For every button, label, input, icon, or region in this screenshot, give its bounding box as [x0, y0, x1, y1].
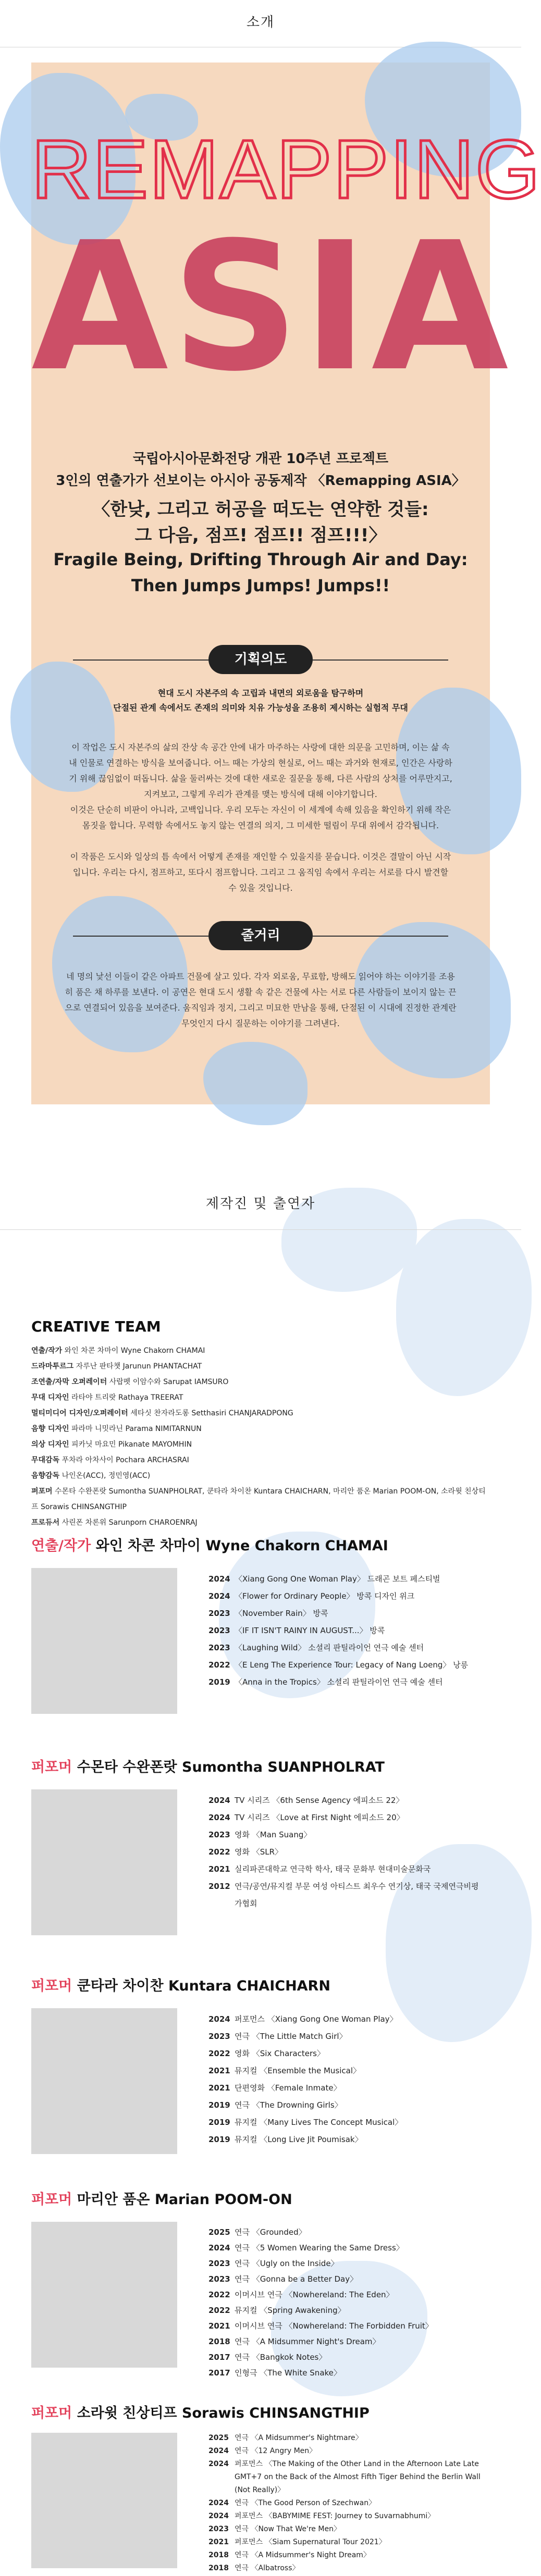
- person-works: [208, 2224, 490, 2381]
- crew-row: 연출/작가 와인 차콘 차마이 Wyne Chakorn CHAMAI: [31, 1347, 205, 1355]
- person-photo: [31, 2433, 177, 2568]
- work-item: 2023 연극 〈Gonna be a Better Day〉: [208, 2274, 358, 2284]
- poster-eng-title-2: Then Jumps Jumps! Jumps!!: [131, 576, 390, 595]
- person-heading: 퍼포머 마리안 품온 Marian POOM-ON: [31, 2192, 292, 2208]
- poster-title-asia: ASIA: [31, 204, 512, 410]
- intent-paragraph: 이것은 단순히 비판이 아니라, 고백입니다. 우리 모두는 자신이 이 세계에 속해 있음을 확인하기 위해 작은 몸짓을 합니다. 무력함 속에서도 놓지 않는 연결의 의지, 그 미세한 떨림이 무대 위에서 감각됩니다.: [70, 805, 451, 830]
- section-intro-title: 소개: [246, 15, 275, 30]
- work-item: 2023 연극 〈Now That We're Men〉: [208, 2525, 341, 2533]
- section-cast-header: [0, 1193, 521, 1212]
- work-item: 2018 연극 〈Albatross〉: [208, 2564, 300, 2572]
- section-cast-title: 제작진 및 출연자: [205, 1196, 316, 1212]
- work-item: 2024 퍼포먼스 〈Xiang Gong One Woman Play〉: [208, 2014, 398, 2024]
- poster: [31, 63, 541, 1104]
- work-item: 2024 〈Xiang Gong One Woman Play〉 드래곤 보트 페스티벌: [208, 1574, 440, 1584]
- work-item: 2021 단편영화 〈Female Inmate〉: [208, 2083, 341, 2093]
- person-photo: [31, 1568, 177, 1714]
- work-item: 2024 TV 시리즈 〈6th Sense Agency 에피소드 22〉: [208, 1796, 404, 1805]
- intent-summary-1: 현대 도시 자본주의 속 고립과 내면의 외로움을 탐구하며: [157, 688, 364, 698]
- poster-line-2: 3인의 연출가가 선보이는 아시아 공동제작 〈Remapping ASIA〉: [56, 473, 465, 489]
- work-item: 2023 연극 〈The Little Match Girl〉: [208, 2032, 347, 2041]
- divider: [73, 659, 208, 661]
- crew-row: 무대 디자인 라타야 트리랏 Rathaya TREERAT: [31, 1393, 183, 1402]
- intent-paragraph: 이 작업은 도시 자본주의 삶의 잔상 속 공간 안에 내가 마주하는 사랑에 대한 의문을 고민하며, 이는 삶 속 내 인물로 연결하는 방식을 보여줍니다. 어느 때는 가상의 현실로, 어느 때는 과거와 현재로, 인간은 사랑하기 위해 끊임없이 떠돕니다. 삶을 둘러싸는 것에 대한 새로운 질문을 통해, 다른 사람의 상처를 어루만지고, 지켜보고, 그렇게 우리가 관계를 맺는 방식에 대해 이야기합니다.: [69, 742, 452, 799]
- crew-row: 드라마투르그 자루난 판타챗 Jarunun PHANTACHAT: [31, 1362, 202, 1371]
- work-item: 2017 연극 〈Bangkok Notes〉: [208, 2353, 327, 2362]
- person-photo: [31, 2008, 177, 2154]
- work-item: 2025 연극 〈A Midsummer's Nightmare〉: [208, 2434, 363, 2442]
- work-item: 2022 뮤지컬 〈Spring Awakening〉: [208, 2306, 346, 2315]
- intent-summary-2: 단절된 관계 속에서도 존재의 의미와 치유 가능성을 조용히 제시하는 실험적 무대: [113, 703, 408, 713]
- creative-team-heading: CREATIVE TEAM: [31, 1318, 161, 1335]
- person-heading: 연출/작가 와인 차콘 차마이 Wyne Chakorn CHAMAI: [31, 1538, 388, 1554]
- work-item: 2022 〈E Leng The Experience Tour: Legacy of Nang Loeng〉 낭릉: [208, 1660, 469, 1670]
- crew-row: 퍼포머 수몬타 수완폰랏 Sumontha SUANPHOLRAT, 쿤타라 차이찬 Kuntara CHAICHARN, 마리안 품온 Marian POOM-ON, 소라윗 친상티프 Sorawis CHINSANGTHIP: [31, 1487, 486, 1511]
- person-works: [208, 1571, 490, 1691]
- work-item: 2024 퍼포먼스 〈The Making of the Other Land in the Afternoon Late Late GMT+7 on the Back of the Almost Fifth Tiger Behind the Berlin Wall (Not Really)〉: [208, 2460, 481, 2494]
- work-item: 2023 〈November Rain〉 방콕: [208, 1609, 328, 1618]
- work-item: 2024 퍼포먼스 〈BABYMIME FEST: Journey to Suvarnabhumi〉: [208, 2512, 435, 2520]
- section-intro-header: [0, 11, 521, 31]
- work-item: 2021 이머시브 연극 〈Nowhereland: The Forbidden Fruit〉: [208, 2321, 433, 2331]
- work-item: 2022 영화 〈SLR〉: [208, 1847, 283, 1857]
- person-works: [208, 2011, 490, 2148]
- person-works: [208, 2432, 490, 2575]
- work-item: 2018 연극 〈A Midsummer's Night Dream〉: [208, 2551, 371, 2559]
- work-item: 2025 연극 〈Grounded〉: [208, 2227, 306, 2237]
- work-item: 2023 〈Laughing Wild〉 소셜리 판틸라이언 연극 예술 센터: [208, 1643, 424, 1652]
- work-item: 2019 〈Anna in the Tropics〉 소셜리 판틸라이언 연극 예술 센터: [208, 1677, 443, 1687]
- poster-kor-title-2: 그 다음, 점프! 점프!! 점프!!!〉: [134, 525, 387, 546]
- crew-row: 멀티미디어 디자인/오퍼레이터 세타싯 찬자라도롱 Setthasiri CHANJARADPONG: [31, 1409, 293, 1417]
- work-item: 2023 〈IF IT ISN'T RAINY IN AUGUST...〉 방콕: [208, 1626, 385, 1635]
- work-item: 2023 연극 〈Ugly on the Inside〉: [208, 2259, 339, 2268]
- work-item: 2021 퍼포먼스 〈Siam Supernatural Tour 2021〉: [208, 2538, 386, 2546]
- divider: [73, 936, 208, 937]
- crew-row: 프로듀서 사린폰 차론위 Sarunporn CHAROENRAJ: [31, 1519, 198, 1527]
- crew-row: 음향감독 나인온(ACC), 정민영(ACC): [31, 1472, 151, 1480]
- work-item: 2024 〈Flower for Ordinary People〉 방콕 디자인 위크: [208, 1591, 415, 1601]
- synopsis-pill: 줄거리: [208, 921, 313, 950]
- work-item: 2021 실리파콘대학교 연극학 학사, 태국 문화부 현대미술문화국: [208, 1864, 431, 1874]
- crew-row: 조연출/자막 오퍼레이터 사랍펫 이암수와 Sarupat IAMSURO: [31, 1378, 229, 1386]
- person-photo: [31, 2222, 177, 2368]
- work-item: 2012 연극/공연/뮤지컬 부문 여성 아티스트 최우수 연기상, 태국 국제연극비평가협회: [208, 1882, 479, 1908]
- divider: [313, 659, 448, 661]
- intent-pill: 기획의도: [208, 645, 313, 674]
- work-item: 2019 뮤지컬 〈Long Live Jit Poumisak〉: [208, 2135, 363, 2144]
- synopsis-paragraph: 네 명의 낯선 이들이 같은 아파트 건물에 살고 있다. 각자 외로움, 무료함, 방해도 읽어야 하는 이야기를 조용히 품은 채 하루를 보낸다. 이 공연은 현대 도시 생활 속 같은 건물에 사는 서로 다른 사람들이 보이지 않는 끈으로 연결되어 있음을 보여준다. 움직임과 정지, 그리고 미묘한 만남을 통해, 단절된 이 시대에 진정한 관계란 무엇인지 다시 질문하는 이야기를 그려낸다.: [65, 972, 457, 1028]
- person-heading: 퍼포머 수몬타 수완폰랏 Sumontha SUANPHOLRAT: [31, 1759, 385, 1775]
- intent-paragraph: 이 작품은 도시와 일상의 틈 속에서 어떻게 존재를 재인할 수 있을지를 묻습니다. 이것은 결말이 아닌 시작입니다. 우리는 다시, 점프하고, 또다시 점프합니다. 그리고 그 움직임 속에서 우리는 서로를 다시 발견할 수 있을 것입니다.: [70, 852, 451, 893]
- work-item: 2023 영화 〈Man Suang〉: [208, 1830, 312, 1839]
- crew-row: 무대감독 푸차라 아차사이 Pochara ARCHASRAI: [31, 1456, 189, 1464]
- work-item: 2024 연극 〈12 Angry Men〉: [208, 2447, 317, 2455]
- person-photo: [31, 1789, 177, 1935]
- crew-row: 의상 디자인 피카닛 마요민 Pikanate MAYOMHIN: [31, 1440, 192, 1449]
- poster-eng-title-1: Fragile Being, Drifting Through Air and Day:: [53, 550, 468, 569]
- work-item: 2017 인형극 〈The White Snake〉: [208, 2368, 341, 2378]
- poster-line-1: 국립아시아문화전당 개관 10주년 프로젝트: [132, 451, 389, 467]
- work-item: 2021 뮤지컬 〈Ensemble the Musical〉: [208, 2066, 361, 2075]
- divider: [313, 936, 448, 937]
- crew-row: 음향 디자인 파라마 니밋라닌 Parama NIMITARNUN: [31, 1425, 202, 1433]
- creative-team-list: [31, 1343, 490, 1530]
- work-item: 2018 연극 〈A Midsummer Night's Dream〉: [208, 2337, 380, 2346]
- person-heading: 퍼포머 소라윗 친상티프 Sorawis CHINSANGTHIP: [31, 2405, 370, 2421]
- work-item: 2024 TV 시리즈 〈Love at First Night 에피소드 20〉: [208, 1813, 404, 1822]
- divider: [0, 1229, 521, 1230]
- work-item: 2019 연극 〈The Drowning Girls〉: [208, 2100, 342, 2110]
- person-heading: 퍼포머 쿤타라 차이찬 Kuntara CHAICHARN: [31, 1978, 330, 1994]
- map-shape: [203, 1042, 308, 1125]
- work-item: 2022 영화 〈Six Characters〉: [208, 2049, 325, 2058]
- work-item: 2024 연극 〈The Good Person of Szechwan〉: [208, 2499, 376, 2507]
- poster-kor-title-1: 〈한낮, 그리고 허공을 떠도는 연약한 것들:: [92, 499, 429, 520]
- poster-title-remapping: REMAPPING: [31, 122, 541, 216]
- work-item: 2019 뮤지컬 〈Many Lives The Concept Musical〉: [208, 2118, 403, 2127]
- person-works: [208, 1792, 490, 1912]
- work-item: 2022 이머시브 연극 〈Nowhereland: The Eden〉: [208, 2290, 394, 2299]
- work-item: 2024 연극 〈5 Women Wearing the Same Dress〉: [208, 2243, 404, 2253]
